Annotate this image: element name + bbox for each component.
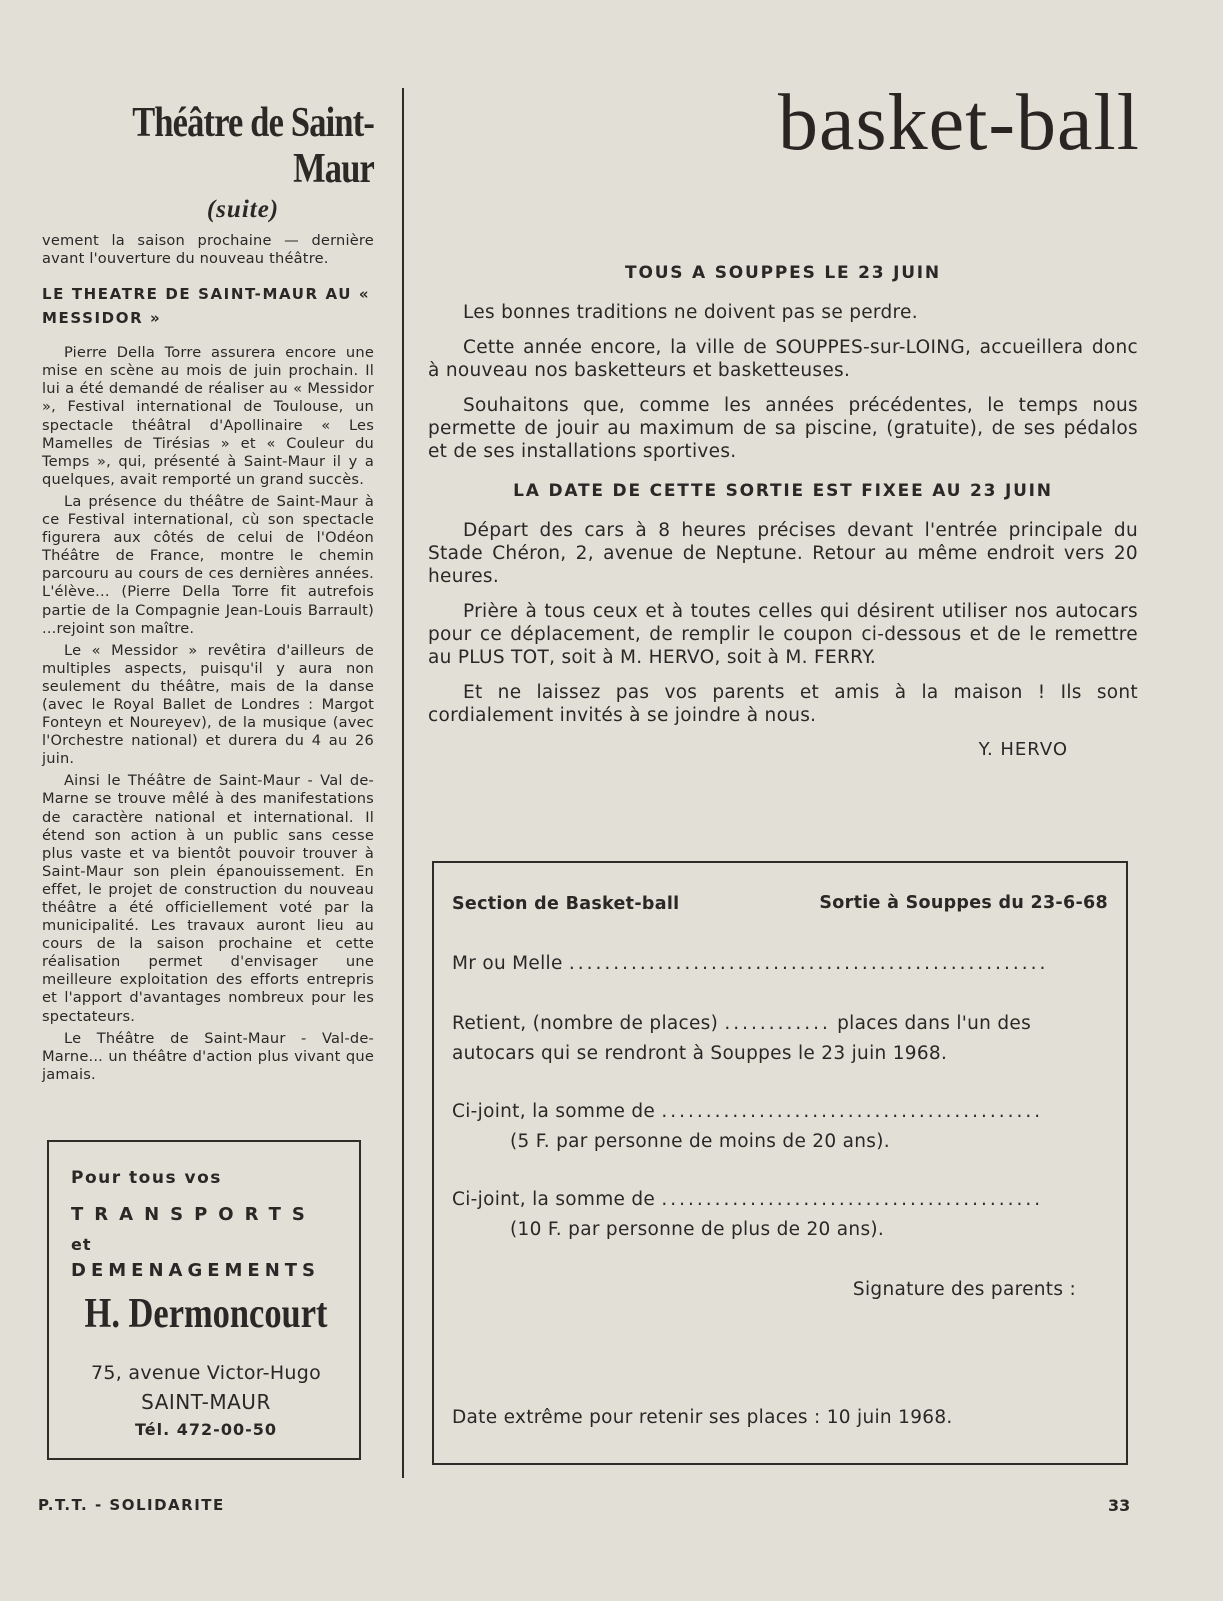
coupon-header xyxy=(452,893,1108,914)
theatre-paragraph: Ainsi le Théâtre de Saint-Maur - Val de-Marne se trouve mêlé à des manifestations de caractère national et international. Il étend son action à un public sans cesse plus vaste et va bientôt pouvoir trouver à Saint-Maur son plein épanouissement. En effet, le projet de construction du nouveau théâtre a été officiellement voté par la municipalité. Les travaux auront lieu au cours de la saison prochaine et cette réalisation permet d'envisager une meilleure exploitation des efforts entrepris et l'apport d'avantages nombreux pour les spectateurs. xyxy=(42,772,374,1025)
ad-company-name: H. Dermoncourt xyxy=(84,1291,328,1337)
theatre-article xyxy=(42,88,374,1084)
coupon-name-label: Mr ou Melle xyxy=(452,953,563,974)
ad-address: 75, avenue Victor-Hugo xyxy=(90,1362,322,1384)
coupon-signature-label: Signature des parents : xyxy=(852,1279,1076,1300)
basketball-paragraph: Les bonnes traditions ne doivent pas se perdre. xyxy=(463,302,918,323)
basketball-paragraph: Départ des cars à 8 heures précises devant l'entrée principale du Stade Chéron, 2, avenue de Neptune. Retour au même endroit vers 20 heures. xyxy=(428,520,1138,587)
coupon-sum1-label: Ci-joint, la somme de xyxy=(452,1101,656,1122)
ad-intro: Pour tous vos xyxy=(71,1168,222,1188)
coupon-retient-dots: ............ xyxy=(724,1013,831,1034)
coupon-name-line[interactable] xyxy=(452,953,1108,974)
coupon-sum2-dots: ........................................... xyxy=(661,1189,1044,1210)
ad-demenagements: DEMENAGEMENTS xyxy=(71,1260,321,1281)
theatre-paragraph: Le « Messidor » revêtira d'ailleurs de multiples aspects, puisqu'il y aura non seulement du théâtre, mais de la danse (avec le Royal Ballet de Londres : Margot Fonteyn et Noureyev), de la musique (avec l'Orchestre national) et durera du 4 au 26 juin. xyxy=(42,641,374,768)
coupon-sum2-label: Ci-joint, la somme de xyxy=(452,1189,656,1210)
theatre-lead: vement la saison prochaine — dernière avant l'ouverture du nouveau théâtre. xyxy=(42,232,374,268)
coupon-sum1-dots: ........................................... xyxy=(661,1101,1044,1122)
theatre-paragraph: La présence du théâtre de Saint-Maur à ce Festival international, cù son spectacle figurera aux côtés de celui de l'Odéon Théâtre de France, montre le chemin parcouru au cours de ces dernières années. L'élève... (Pierre Della Torre fit autrefois partie de la Compagnie Jean-Louis Barrault) ...rejoint son maître. xyxy=(42,492,374,637)
article-signature: Y. HERVO xyxy=(978,739,1068,760)
basketball-article xyxy=(428,255,1138,760)
coupon-retient-suffix: places dans l'un des xyxy=(837,1013,1032,1034)
coupon-sum2-line[interactable] xyxy=(452,1189,1108,1210)
coupon-deadline: Date extrême pour retenir ses places : 10 juin 1968. xyxy=(452,1407,953,1428)
theatre-title: Théâtre de Saint-Maur xyxy=(132,100,374,192)
publication-name: P.T.T. - SOLIDARITE xyxy=(38,1496,225,1514)
page-number: 33 xyxy=(1108,1496,1131,1515)
registration-coupon xyxy=(432,861,1128,1465)
ad-et: et xyxy=(71,1235,92,1254)
coupon-event: Sortie à Souppes du 23-6-68 xyxy=(819,893,1108,913)
basketball-title: basket-ball xyxy=(778,79,1140,167)
basketball-heading-2: LA DATE DE CETTE SORTIE EST FIXEE AU 23 JUIN xyxy=(513,481,1053,501)
basketball-paragraph: Souhaitons que, comme les années précédentes, le temps nous permette de jouir au maximum de sa piscine, (gratuite), de ses pédalos et de ses installations sportives. xyxy=(428,395,1138,462)
basketball-paragraph: Et ne laissez pas vos parents et amis à la maison ! Ils sont cordialement invités à se joindre à nous. xyxy=(428,682,1138,726)
coupon-sum2-note: (10 F. par personne de plus de 20 ans). xyxy=(510,1219,885,1240)
ad-telephone: Tél. 472-00-50 xyxy=(135,1420,277,1439)
theatre-section-heading: LE THEATRE DE SAINT-MAUR AU « MESSIDOR » xyxy=(42,285,371,328)
basketball-paragraph: Prière à tous ceux et à toutes celles qui désirent utiliser nos autocars pour ce déplacement, de remplir le coupon ci-dessous et de le remettre au PLUS TOT, soit à M. HERVO, soit à M. FERRY. xyxy=(428,601,1138,668)
ad-city: SAINT-MAUR xyxy=(141,1390,271,1414)
dermoncourt-advertisement xyxy=(47,1140,361,1460)
coupon-places-line[interactable] xyxy=(452,1013,1108,1034)
theatre-paragraph: Le Théâtre de Saint-Maur - Val-de-Marne... un théâtre d'action plus vivant que jamais. xyxy=(42,1029,374,1083)
coupon-sum1-line[interactable] xyxy=(452,1101,1108,1122)
column-divider xyxy=(402,88,404,1478)
coupon-places-line-2: autocars qui se rendront à Souppes le 23 juin 1968. xyxy=(452,1043,948,1064)
ad-transports: TRANSPORTS xyxy=(71,1204,316,1225)
coupon-sum1-note: (5 F. par personne de moins de 20 ans). xyxy=(510,1131,890,1152)
coupon-section: Section de Basket-ball xyxy=(452,894,680,914)
coupon-retient-label: Retient, (nombre de places) xyxy=(452,1013,719,1034)
coupon-name-dots: ...................................................... xyxy=(568,953,1049,974)
basketball-heading-1: TOUS A SOUPPES LE 23 JUIN xyxy=(625,263,941,283)
theatre-subtitle: (suite) xyxy=(206,196,280,223)
theatre-paragraph: Pierre Della Torre assurera encore une mise en scène au mois de juin prochain. Il lui a été demandé de réaliser au « Messidor », Festival international de Toulouse, un spectacle théâtral d'Apollinaire « Les Mamelles de Tirésias » et « Couleur du Temps », qui, présenté à Saint-Maur il y a quelques, avait remporté un grand succès. xyxy=(42,344,374,488)
basketball-paragraph: Cette année encore, la ville de SOUPPES-sur-LOING, accueillera donc à nouveau nos basketteurs et basketteuses. xyxy=(428,337,1138,381)
